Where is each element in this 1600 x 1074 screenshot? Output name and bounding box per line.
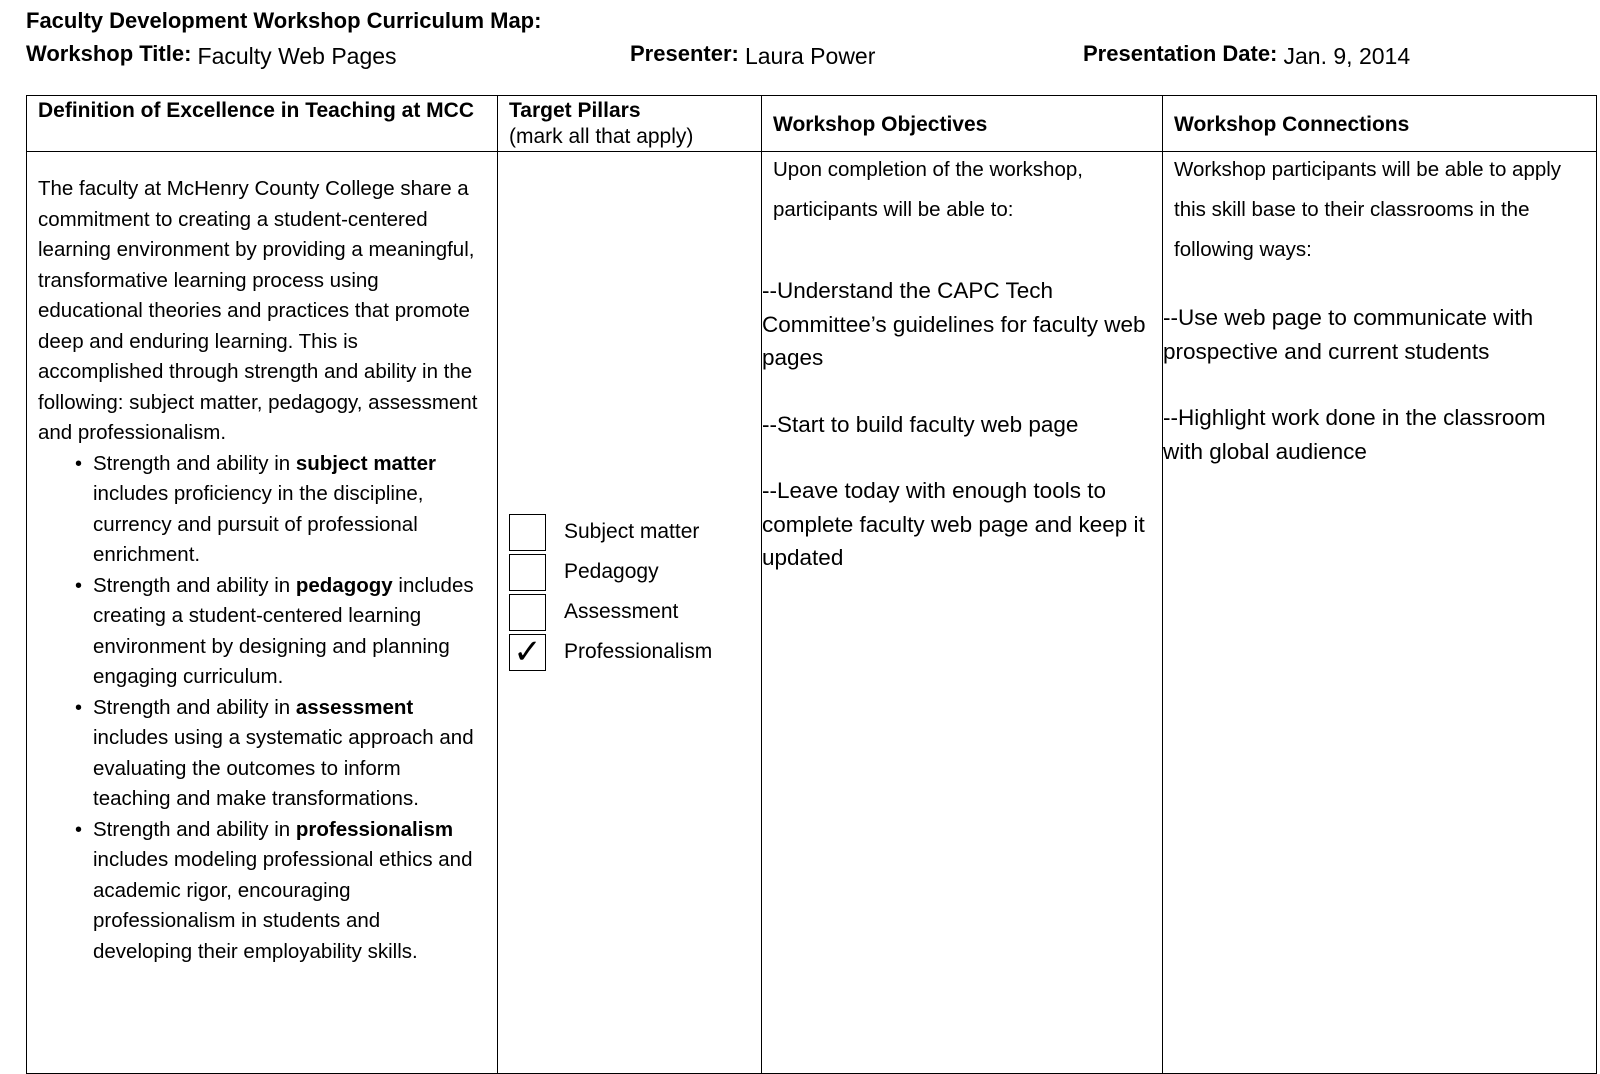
bullet-text: includes proficiency in the discipline, currency and pursuit of professional enrichment. bbox=[93, 482, 424, 566]
definition-intro: The faculty at McHenry County College share a commitment to creating a student-centered learning environment by providing a meaningful, transformative learning process using educational theories and practices that promote deep and enduring learning. This is accomplished through strength and ability in the following: subject matter, pedagogy, assessment and professionalism. bbox=[38, 177, 478, 444]
curriculum-map-table bbox=[26, 95, 1597, 1074]
presenter-value: Laura Power bbox=[744, 43, 876, 69]
bullet-emphasis: subject matter bbox=[295, 451, 436, 475]
workshop-title-value: Faculty Web Pages bbox=[197, 43, 397, 69]
definition-cell bbox=[27, 152, 498, 1074]
bullet-text: Strength and ability in bbox=[93, 573, 296, 597]
presenter-label: Presenter: bbox=[630, 41, 739, 66]
table-header-row bbox=[27, 96, 1597, 152]
bullet-text: includes using a systematic approach and evaluating the outcomes to inform teaching and make transformations. bbox=[93, 726, 474, 810]
header-definition: Definition of Excellence in Teaching at MCC bbox=[27, 96, 498, 152]
definition-bullet-assessment bbox=[38, 693, 483, 815]
definition-bullet-pedagogy bbox=[38, 571, 483, 693]
connections-intro: Workshop participants will be able to apply this skill base to their classrooms in the following ways: bbox=[1174, 158, 1562, 261]
objectives-intro: Upon completion of the workshop, participants will be able to: bbox=[773, 158, 1083, 221]
connection-item: --Highlight work done in the classroom with global audience bbox=[1163, 405, 1546, 464]
objective-item: --Leave today with enough tools to complete faculty web page and keep it updated bbox=[762, 478, 1145, 570]
presenter-field bbox=[630, 40, 875, 67]
bullet-text: Strength and ability in bbox=[93, 817, 296, 841]
bullet-text: includes modeling professional ethics and academic rigor, encouraging professionalism in students and developing their employability skills. bbox=[93, 848, 473, 963]
document-heading: Faculty Development Workshop Curriculum Map: bbox=[26, 8, 542, 33]
pillar-checkbox-checked[interactable]: ✓ bbox=[509, 634, 546, 671]
workshop-title-field bbox=[26, 40, 397, 67]
presentation-date-label: Presentation Date: bbox=[1083, 41, 1278, 66]
pillar-label: Subject matter bbox=[564, 520, 700, 543]
header-target-pillars-title: Target Pillars bbox=[509, 99, 641, 122]
bullet-emphasis: pedagogy bbox=[295, 573, 393, 597]
pillar-assessment bbox=[509, 592, 712, 632]
table-body-row bbox=[27, 152, 1597, 1074]
pillar-pedagogy bbox=[509, 552, 712, 592]
pillar-checkbox[interactable] bbox=[509, 554, 546, 591]
bullet-text: includes creating a student-centered learning environment by designing and planning engaging curriculum. bbox=[93, 573, 474, 688]
pillar-checkbox[interactable] bbox=[509, 514, 546, 551]
objectives-list bbox=[762, 274, 1162, 575]
target-pillars-cell bbox=[498, 152, 762, 1074]
objective-item: --Start to build faculty web page bbox=[762, 411, 1079, 437]
header-workshop-connections: Workshop Connections bbox=[1163, 96, 1597, 152]
workshop-objectives-cell bbox=[762, 152, 1163, 1074]
bullet-text: Strength and ability in bbox=[93, 451, 296, 475]
definition-bullets bbox=[38, 449, 483, 968]
workshop-connections-cell bbox=[1163, 152, 1597, 1074]
pillar-checklist bbox=[509, 512, 712, 672]
bullet-text: Strength and ability in bbox=[93, 695, 296, 719]
pillar-subject-matter bbox=[509, 512, 712, 552]
definition-bullet-professionalism bbox=[38, 815, 483, 968]
header-target-pillars-subtitle: (mark all that apply) bbox=[509, 125, 694, 148]
objective-item: --Understand the CAPC Tech Committee’s guidelines for faculty web pages bbox=[762, 278, 1146, 370]
bullet-emphasis: professionalism bbox=[295, 817, 454, 841]
header-target-pillars bbox=[498, 96, 762, 152]
pillar-label: Professionalism bbox=[564, 640, 713, 663]
pillar-label: Assessment bbox=[564, 600, 679, 623]
pillar-label: Pedagogy bbox=[564, 560, 659, 583]
workshop-title-label: Workshop Title: bbox=[26, 41, 192, 66]
connections-list bbox=[1163, 301, 1596, 468]
definition-bullet-subject-matter bbox=[38, 449, 483, 571]
header-workshop-objectives: Workshop Objectives bbox=[762, 96, 1163, 152]
bullet-emphasis: assessment bbox=[295, 695, 414, 719]
pillar-checkbox[interactable] bbox=[509, 594, 546, 631]
pillar-professionalism bbox=[509, 632, 712, 672]
connection-item: --Use web page to communicate with prospective and current students bbox=[1163, 305, 1534, 364]
presentation-date-field bbox=[1083, 40, 1410, 67]
presentation-date-value: Jan. 9, 2014 bbox=[1283, 43, 1411, 69]
